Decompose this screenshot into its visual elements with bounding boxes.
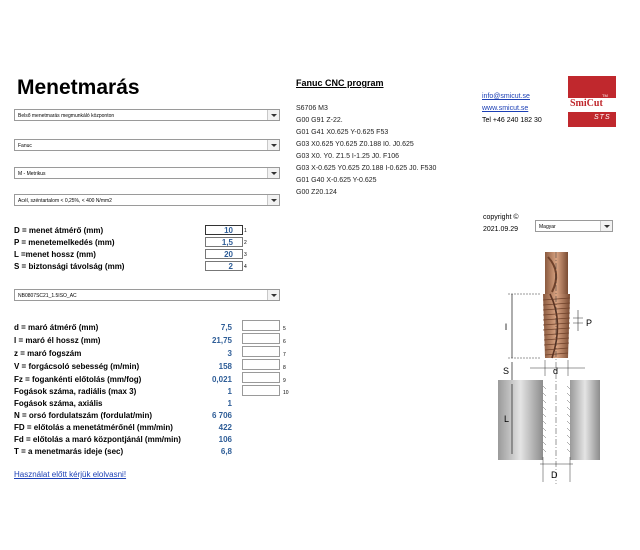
result-value: 7,5	[220, 323, 232, 332]
result-value: 6,8	[220, 447, 232, 456]
input-label-l: L =menet hossz (mm)	[14, 250, 96, 259]
chevron-down-icon[interactable]	[267, 290, 279, 300]
result-value: 0,021	[211, 375, 232, 384]
result-cell[interactable]	[242, 333, 280, 344]
result-index: 9	[283, 378, 286, 384]
top-band	[0, 0, 640, 58]
result-cell[interactable]	[242, 346, 280, 357]
program-line: G01 G41 X0.625 Y-0.625 F53	[296, 129, 389, 136]
thread-diameter-input[interactable]: 10	[205, 225, 243, 235]
thread-mill-diagram	[490, 252, 615, 484]
result-cell[interactable]	[242, 359, 280, 370]
copyright-label: copyright ©	[483, 214, 519, 221]
result-value: 1	[227, 387, 232, 396]
control-select-value: Fanuc	[18, 143, 32, 149]
material-select-value: Acél, széntartalom < 0,25%, < 400 N/mm2	[18, 198, 112, 204]
page-title: Menetmarás	[17, 76, 140, 99]
label-big-l: L	[504, 414, 510, 424]
logo-sub: STS	[594, 114, 611, 121]
result-value: 422	[218, 423, 232, 432]
result-label: l = maró él hossz (mm)	[14, 336, 101, 345]
result-value: 106	[218, 435, 232, 444]
chevron-down-icon[interactable]	[267, 195, 279, 205]
safety-distance-input[interactable]: 2	[205, 261, 243, 271]
input-label-d: D = menet átmérő (mm)	[14, 226, 104, 235]
result-cell[interactable]	[242, 320, 280, 331]
program-line: G00 Z20.124	[296, 189, 337, 196]
language-select-value: Magyar	[539, 224, 556, 230]
pitch-input[interactable]: 1,5	[205, 237, 243, 247]
program-line: S6706 M3	[296, 105, 328, 112]
result-cell[interactable]	[242, 372, 280, 383]
input-index: 4	[244, 264, 247, 270]
copyright-date: 2021.09.29	[483, 226, 519, 233]
tool-select[interactable]	[14, 289, 280, 301]
label-big-d: D	[551, 470, 558, 480]
input-index: 2	[244, 240, 247, 246]
input-label-p: P = menetemelkedés (mm)	[14, 238, 115, 247]
workpiece-right	[570, 380, 600, 460]
result-label: z = maró fogszám	[14, 349, 82, 358]
tool-select-value: NB0807SC21_1.5ISO_AC	[18, 293, 77, 299]
result-value: 1	[227, 399, 232, 408]
thread-length-input[interactable]: 20	[205, 249, 243, 259]
result-label: FD = előtolás a menetátmérőnél (mm/min)	[14, 423, 173, 432]
result-label: V = forgácsoló sebesség (m/min)	[14, 362, 140, 371]
input-index: 3	[244, 252, 247, 258]
result-value: 158	[218, 362, 232, 371]
help-link[interactable]: Használat előtt kérjük elolvasni!	[14, 470, 127, 479]
program-line: G03 X0.625 Y0.625 Z0.188 I0. J0.625	[296, 141, 414, 148]
operation-select-value: Belső menetmarás megmunkáló központon	[18, 113, 115, 119]
program-line: G03 X0. Y0. Z1.5 I-1.25 J0. F106	[296, 153, 399, 160]
label-p: P	[586, 318, 593, 328]
result-cell[interactable]	[242, 385, 280, 396]
label-l: l	[505, 322, 507, 332]
label-s: S	[503, 366, 510, 376]
result-label: d = maró átmérő (mm)	[14, 323, 99, 332]
result-label: N = orsó fordulatszám (fordulat/min)	[14, 411, 153, 420]
result-label: Fogások száma, radiális (max 3)	[14, 387, 137, 396]
logo-name: SmiCut	[570, 98, 603, 109]
result-index: 5	[283, 326, 286, 332]
result-value: 21,75	[211, 336, 232, 345]
phone-number: Tel +46 240 182 30	[482, 117, 542, 124]
result-label: Fd = előtolás a maró központjánál (mm/min)	[14, 435, 181, 444]
website-link[interactable]: www.smicut.se	[482, 105, 529, 112]
email-link[interactable]: info@smicut.se	[482, 93, 530, 100]
thread-select-value: M - Metrikus	[18, 171, 46, 177]
result-label: Fogások száma, axiális	[14, 399, 103, 408]
result-index: 7	[283, 352, 286, 358]
language-select[interactable]	[535, 220, 613, 232]
program-line: G01 G40 X-0.625 Y-0.625	[296, 177, 377, 184]
result-index: 8	[283, 365, 286, 371]
input-label-s: S = biztonsági távolság (mm)	[14, 262, 125, 271]
trademark-mark: TM	[602, 93, 608, 98]
result-label: T = a menetmarás ideje (sec)	[14, 447, 124, 456]
result-value: 3	[227, 349, 232, 358]
material-select[interactable]	[14, 194, 280, 206]
chevron-down-icon[interactable]	[267, 110, 279, 120]
label-d: d	[553, 366, 559, 376]
program-heading: Fanuc CNC program	[296, 78, 384, 88]
smicut-logo	[568, 76, 616, 127]
result-value: 6 706	[211, 411, 232, 420]
result-index: 6	[283, 339, 286, 345]
operation-select[interactable]	[14, 109, 280, 121]
result-index: 10	[283, 390, 289, 396]
chevron-down-icon[interactable]	[600, 221, 612, 231]
control-select[interactable]	[14, 139, 280, 151]
thread-select[interactable]	[14, 167, 280, 179]
input-index: 1	[244, 228, 247, 234]
chevron-down-icon[interactable]	[267, 140, 279, 150]
chevron-down-icon[interactable]	[267, 168, 279, 178]
program-line: G00 G91 Z-22.	[296, 117, 343, 124]
result-label: Fz = fogankénti előtolás (mm/fog)	[14, 375, 142, 384]
program-line: G03 X-0.625 Y0.625 Z0.188 I-0.625 J0. F530	[296, 165, 437, 172]
